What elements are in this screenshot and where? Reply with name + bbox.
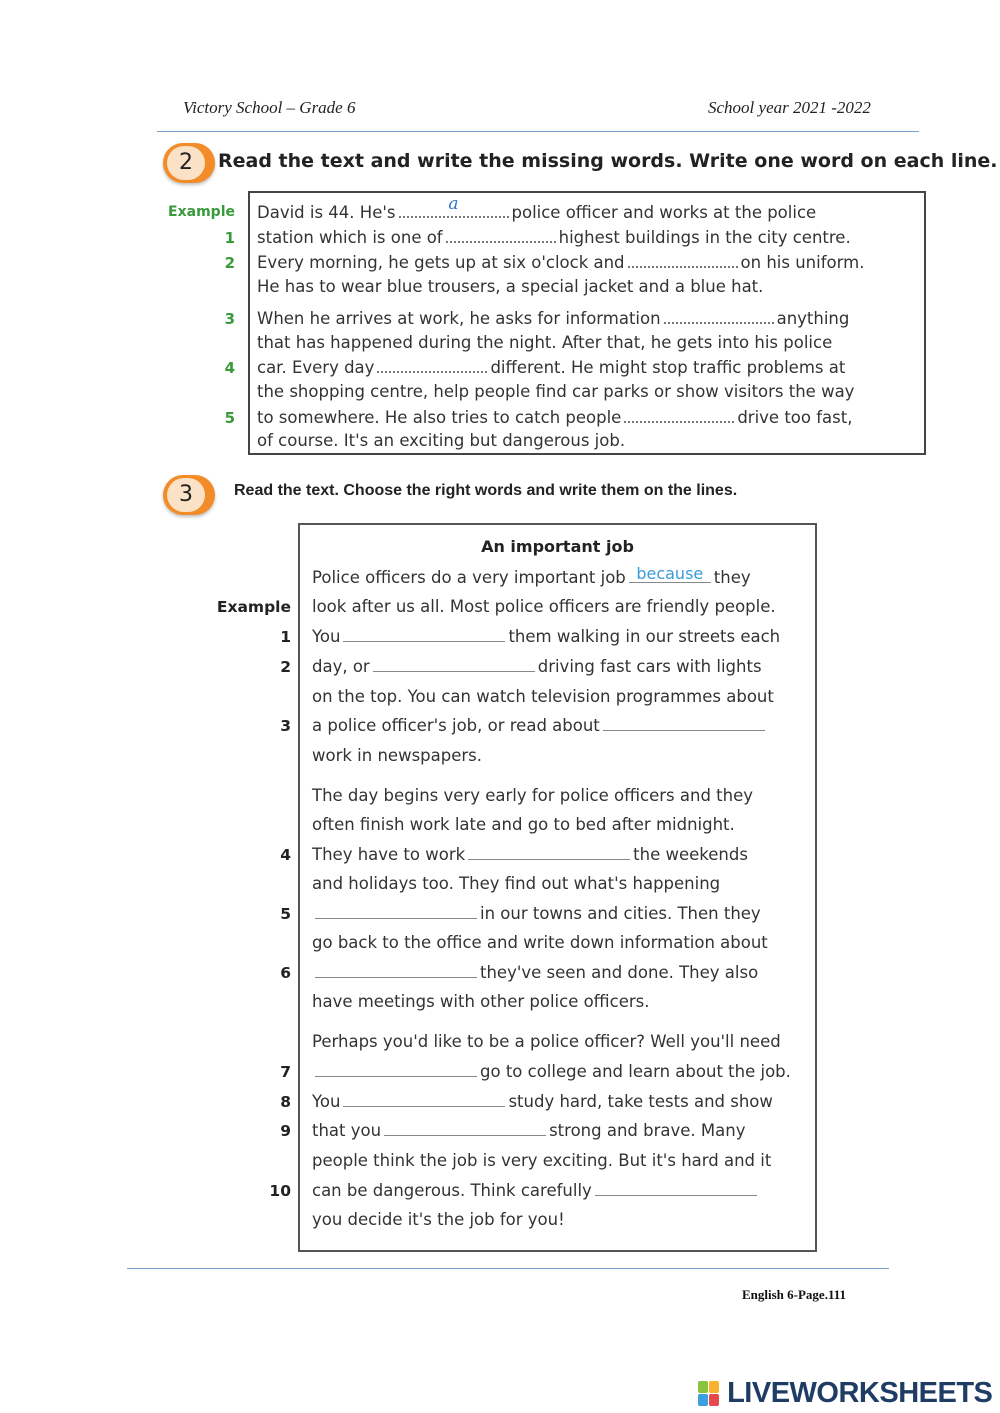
text-before-gap: on the top. You can watch television programmes about: [312, 687, 774, 706]
section-3-instruction: Read the text. Choose the right words and write them on the lines.: [234, 482, 738, 499]
section-2-instruction: Read the text and write the missing words. Write one word on each line.: [218, 150, 998, 172]
text-after-gap: drive too fast,: [737, 408, 853, 427]
line-number: 8: [280, 1093, 291, 1111]
text-line: [312, 1032, 781, 1051]
answer-gap-2[interactable]: [373, 657, 535, 672]
text-line: [312, 874, 720, 893]
section-3-title: An important job: [481, 537, 634, 556]
text-before-gap: often finish work late and go to bed after midnight.: [312, 815, 735, 834]
answer-gap-8[interactable]: [343, 1092, 505, 1107]
answer-gap-2[interactable]: [628, 252, 738, 268]
line-number: Example: [168, 204, 235, 220]
answer-gap-1[interactable]: [343, 627, 505, 642]
line-number: 3: [224, 310, 235, 328]
text-line: [257, 308, 849, 328]
text-line: [257, 333, 832, 352]
line-number: Example: [216, 598, 291, 616]
text-before-gap: you decide it's the job for you!: [312, 1210, 565, 1229]
text-before-gap: and holidays too. They find out what's happening: [312, 874, 721, 893]
text-line: [312, 786, 753, 805]
text-before-gap: day, or: [312, 657, 370, 676]
answer-gap-5[interactable]: [624, 407, 734, 423]
text-line: [312, 716, 768, 735]
brand-name: LIVEWORKSHEETS: [727, 1377, 993, 1409]
text-before-gap: go back to the office and write down information about: [312, 933, 768, 952]
text-after-gap: study hard, take tests and show: [508, 1092, 773, 1111]
answer-gap-6[interactable]: [315, 963, 477, 978]
text-after-gap: they: [713, 568, 751, 587]
text-after-gap: anything: [776, 309, 850, 328]
answer-gap-4[interactable]: [377, 357, 487, 373]
answer-gap-5[interactable]: [315, 904, 477, 919]
text-before-gap: The day begins very early for police officers and they: [312, 786, 754, 805]
text-line: [257, 357, 845, 377]
text-after-gap: highest buildings in the city centre.: [558, 228, 851, 247]
text-after-gap: them walking in our streets each: [508, 627, 781, 646]
text-line: [312, 627, 780, 646]
header-school-year: School year 2021 -2022: [708, 98, 871, 117]
text-line: [312, 1151, 771, 1170]
text-line: [312, 564, 751, 587]
text-before-gap: David is 44. He's: [257, 203, 396, 222]
section-2-number: 2: [167, 146, 205, 180]
text-before-gap: have meetings with other police officers.: [312, 992, 650, 1011]
text-before-gap: He has to wear blue trousers, a special jacket and a blue hat.: [257, 277, 764, 296]
answer-gap-3[interactable]: [664, 308, 774, 324]
text-line: [257, 194, 817, 222]
text-before-gap: They have to work: [312, 845, 466, 864]
example-answer: because: [636, 564, 704, 583]
text-line: [312, 1092, 773, 1111]
text-before-gap: You: [312, 627, 341, 646]
line-number: 6: [280, 964, 291, 982]
text-line: [257, 431, 625, 450]
line-number: 2: [224, 254, 235, 272]
line-number: 1: [280, 628, 291, 646]
text-line: [312, 992, 650, 1011]
liveworksheets-icon: [698, 1381, 720, 1407]
text-line: [257, 252, 864, 272]
section-3-badge: [163, 475, 215, 515]
text-line: [312, 963, 758, 982]
answer-gap-1[interactable]: [446, 227, 556, 243]
text-line: [257, 407, 852, 427]
text-after-gap: different. He might stop traffic problems at: [490, 358, 846, 377]
text-line: [312, 746, 482, 765]
text-line: [312, 904, 761, 923]
text-line: [257, 227, 851, 247]
text-before-gap: the shopping centre, help people find car parks or show visitors the way: [257, 382, 855, 401]
text-before-gap: work in newspapers.: [312, 746, 482, 765]
text-after-gap: on his uniform.: [740, 253, 865, 272]
text-before-gap: can be dangerous. Think carefully: [312, 1181, 592, 1200]
text-before-gap: of course. It's an exciting but dangerous job.: [257, 431, 626, 450]
line-number: 5: [224, 409, 235, 427]
text-line: [312, 1121, 745, 1140]
text-before-gap: car. Every day: [257, 358, 375, 377]
text-after-gap: in our towns and cities. Then they: [480, 904, 761, 923]
line-number: 4: [224, 359, 235, 377]
answer-gap-9[interactable]: [384, 1121, 546, 1136]
text-before-gap: When he arrives at work, he asks for information: [257, 309, 661, 328]
line-number: 5: [280, 905, 291, 923]
text-line: [312, 815, 735, 834]
text-line: [312, 1181, 760, 1200]
line-number: 1: [224, 229, 235, 247]
line-number: 3: [280, 717, 291, 735]
text-before-gap: Perhaps you'd like to be a police officer? Well you'll need: [312, 1032, 781, 1051]
text-before-gap: that you: [312, 1121, 382, 1140]
text-before-gap: station which is one of: [257, 228, 443, 247]
brand-logo[interactable]: [698, 1377, 992, 1409]
text-before-gap: Police officers do a very important job: [312, 568, 626, 587]
answer-gap-7[interactable]: [315, 1062, 477, 1077]
example-gap: [399, 194, 509, 218]
line-number: 7: [280, 1063, 291, 1081]
text-line: [312, 657, 762, 676]
example-answer: a: [448, 194, 459, 214]
text-before-gap: look after us all. Most police officers are friendly people.: [312, 597, 776, 616]
text-line: [257, 277, 763, 296]
text-before-gap: that has happened during the night. After that, he gets into his police: [257, 333, 833, 352]
example-gap: [629, 564, 711, 583]
section-3-number: 3: [167, 478, 205, 512]
header-divider: [157, 131, 919, 132]
text-line: [312, 687, 774, 706]
text-line: [257, 382, 854, 401]
text-before-gap: You: [312, 1092, 341, 1111]
line-number: 4: [280, 846, 291, 864]
footer-page-number: English 6-Page.111: [742, 1287, 847, 1302]
text-line: [312, 597, 776, 616]
answer-gap-4[interactable]: [468, 845, 630, 860]
line-number: 10: [269, 1182, 291, 1200]
text-after-gap: the weekends: [633, 845, 748, 864]
text-before-gap: a police officer's job, or read about: [312, 716, 600, 735]
line-number: 2: [280, 658, 291, 676]
line-number: 9: [280, 1122, 291, 1140]
text-after-gap: driving fast cars with lights: [537, 657, 762, 676]
answer-gap-10[interactable]: [595, 1181, 757, 1196]
text-line: [312, 933, 768, 952]
footer-divider: [127, 1268, 889, 1269]
text-line: [312, 845, 748, 864]
text-before-gap: to somewhere. He also tries to catch people: [257, 408, 622, 427]
text-before-gap: Every morning, he gets up at six o'clock and: [257, 253, 625, 272]
text-after-gap: strong and brave. Many: [549, 1121, 746, 1140]
text-line: [312, 1210, 565, 1229]
section-2-badge: [163, 143, 215, 183]
answer-gap-3[interactable]: [603, 716, 765, 731]
text-after-gap: they've seen and done. They also: [480, 963, 759, 982]
text-line: [312, 1062, 791, 1081]
text-after-gap: go to college and learn about the job.: [480, 1062, 791, 1081]
text-after-gap: police officer and works at the police: [511, 203, 817, 222]
header-school: Victory School – Grade 6: [183, 98, 356, 117]
text-before-gap: people think the job is very exciting. But it's hard and it: [312, 1151, 772, 1170]
